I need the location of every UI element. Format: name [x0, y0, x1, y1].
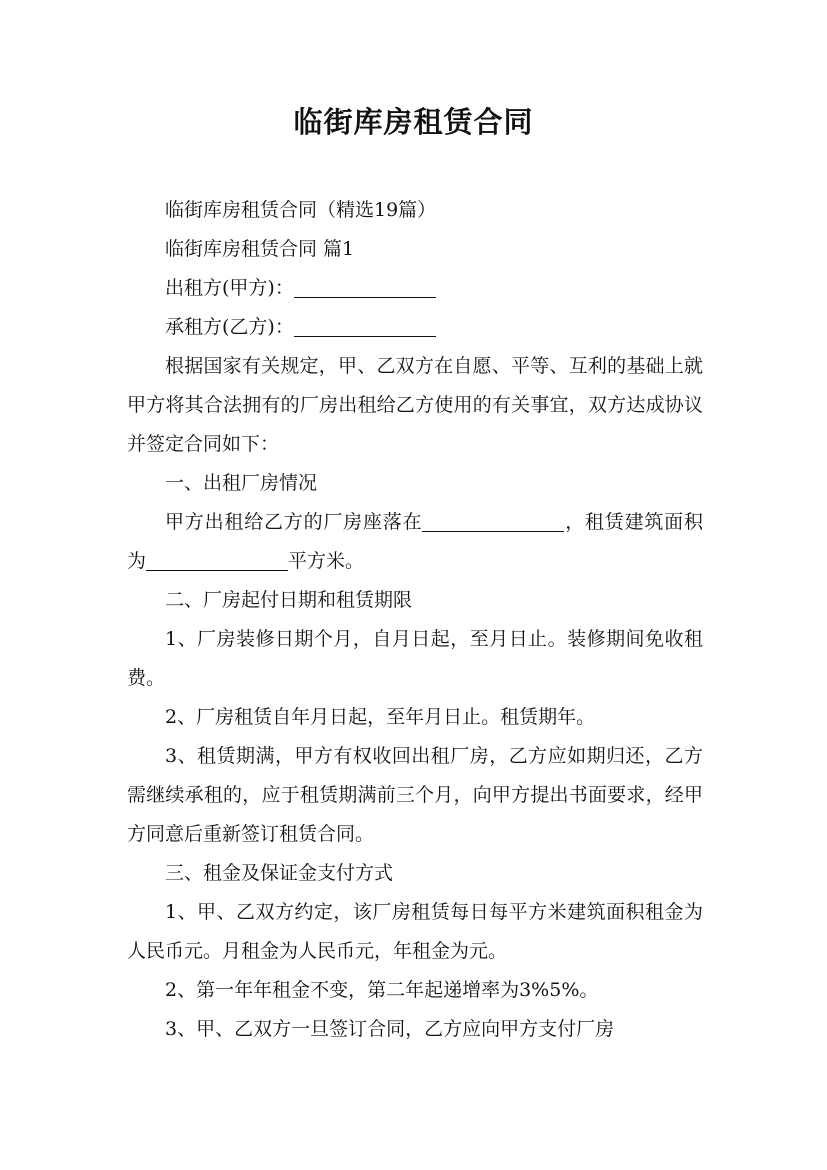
paragraph-subtitle: 临街库房租赁合同（精选19篇）: [165, 199, 437, 221]
paragraph-item: 1、厂房装修日期个月，自月日起，至月日止。装修期间免收租费。: [127, 628, 703, 689]
paragraph-lessor: [127, 269, 703, 308]
paragraph-lessee: [127, 308, 703, 347]
lessor-blank-line: [294, 296, 436, 298]
document-title: 临街库房租赁合同: [293, 105, 534, 139]
paragraph-section-heading: 临街库房租赁合同 篇1: [165, 238, 355, 260]
area-blank-line: [146, 569, 288, 571]
lessor-label: 出租方(甲方)：: [165, 277, 294, 299]
location-text-c: 平方米。: [288, 550, 365, 572]
lessee-blank-line: [294, 335, 436, 337]
location-text-b: ，租赁建筑面积为: [127, 511, 703, 572]
paragraph-location: [127, 503, 703, 581]
location-blank-line: [422, 530, 564, 532]
paragraph-item: 2、厂房租赁自年月日起，至年月日止。租赁期年。: [165, 706, 596, 728]
paragraph-heading-1: 一、出租厂房情况: [165, 472, 318, 494]
paragraph-item: 3、甲、乙双方一旦签订合同，乙方应向甲方支付厂房: [165, 1018, 615, 1040]
document-body: [127, 191, 703, 1049]
paragraph-item: 2、第一年年租金不变，第二年起递增率为3%5%。: [165, 979, 599, 1001]
location-text-a: 甲方出租给乙方的厂房座落在: [165, 511, 423, 533]
paragraph-heading-3: 三、租金及保证金支付方式: [165, 862, 394, 884]
paragraph-heading-2: 二、厂房起付日期和租赁期限: [165, 589, 413, 611]
lessee-label: 承租方(乙方)：: [165, 316, 294, 338]
paragraph-item: 1、甲、乙双方约定，该厂房租赁每日每平方米建筑面积租金为人民币元。月租金为人民币元，年租金为元。: [127, 901, 703, 962]
paragraph-preamble: 根据国家有关规定，甲、乙双方在自愿、平等、互利的基础上就甲方将其合法拥有的厂房出租给乙方使用的有关事宜，双方达成协议并签定合同如下：: [127, 355, 703, 455]
paragraph-item: 3、租赁期满，甲方有权收回出租厂房，乙方应如期归还，乙方需继续承租的，应于租赁期满前三个月，向甲方提出书面要求，经甲方同意后重新签订租赁合同。: [127, 745, 703, 845]
